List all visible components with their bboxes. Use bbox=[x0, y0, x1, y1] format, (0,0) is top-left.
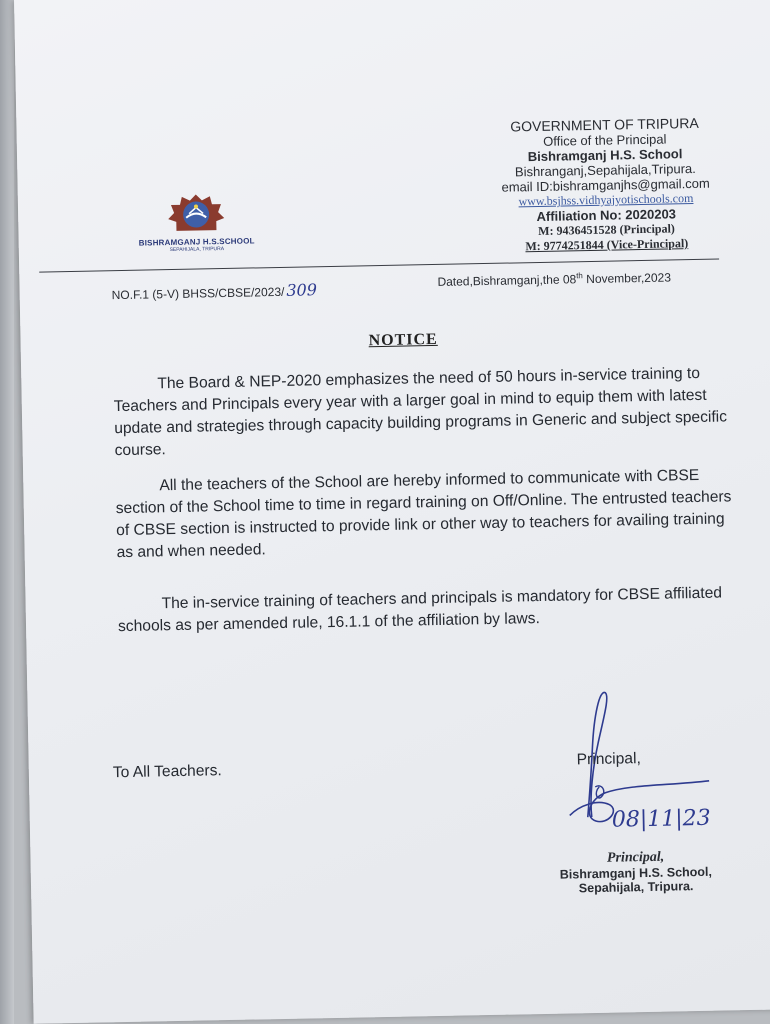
reference-handwritten-number: 309 bbox=[286, 280, 318, 300]
date-ordinal: th bbox=[576, 271, 583, 281]
date-suffix: November,2023 bbox=[582, 270, 672, 287]
logo-place: SEPAHIJALA, TRIPURA bbox=[169, 246, 225, 254]
notice-document bbox=[14, 0, 770, 1024]
notice-paragraph bbox=[113, 362, 735, 462]
phone-vice-principal: M: 9774251844 (Vice-Principal) bbox=[525, 236, 689, 254]
paragraph-text: The in-service training of teachers and principals is mandatory for CBSE affiliated schools as per amended rule, 16.1.1 of the affiliation by laws. bbox=[117, 584, 723, 636]
notice-paragraph bbox=[115, 464, 737, 564]
stamp-title: Principal, bbox=[606, 849, 665, 866]
signature-date: 08|11|23 bbox=[611, 805, 711, 833]
school-logo bbox=[126, 191, 267, 254]
school-address: Bishranganj,Sepahijala,Tripura. bbox=[514, 160, 696, 180]
page-edge-shadow bbox=[0, 0, 14, 1024]
date-prefix: Dated,Bishramganj,the 08 bbox=[437, 272, 577, 289]
date-line bbox=[437, 269, 671, 288]
letterhead-right bbox=[484, 114, 727, 255]
logo-school-name: BISHRAMGANJ H.S.SCHOOL bbox=[138, 236, 255, 248]
phone-principal: M: 9436451528 (Principal) bbox=[538, 221, 675, 238]
addressee: To All Teachers. bbox=[112, 762, 222, 782]
reference-number bbox=[111, 280, 317, 303]
school-name: Bishramganj H.S. School bbox=[527, 146, 683, 165]
notice-title: NOTICE bbox=[368, 330, 438, 350]
paragraph-text: All the teachers of the School are hereby informed to communicate with CBSE section of the School time to time in regard training on Off/Online. The entrusted teachers of CBSE section is instructed to provide link or other way to teachers for availing training as and when needed. bbox=[115, 466, 732, 562]
school-email: email ID:bishramganjhs@gmail.com bbox=[501, 175, 710, 195]
government-heading: GOVERNMENT OF TRIPURA bbox=[510, 114, 699, 135]
stamp-place: Sepahijala, Tripura. bbox=[578, 879, 694, 896]
office-line: Office of the Principal bbox=[542, 131, 667, 149]
stamp-school: Bishramganj H.S. School, bbox=[559, 864, 713, 882]
paragraph-text: The Board & NEP-2020 emphasizes the need of 50 hours in-service training to Teachers and Principals every year with a larger goal in mind to equip them with latest update and strategies through capacity building programs in Generic and subject specific course. bbox=[113, 364, 728, 460]
signature-title: Principal, bbox=[576, 750, 641, 769]
principal-stamp bbox=[540, 848, 731, 896]
school-emblem-icon bbox=[160, 192, 233, 233]
reference-prefix: NO.F.1 (5-V) BHSS/CBSE/2023/ bbox=[111, 284, 285, 303]
school-website: www.bsjhss.vidhyajyotischools.com bbox=[518, 190, 694, 209]
notice-paragraph bbox=[117, 582, 738, 638]
affiliation-number: Affiliation No: 2020203 bbox=[536, 206, 677, 225]
